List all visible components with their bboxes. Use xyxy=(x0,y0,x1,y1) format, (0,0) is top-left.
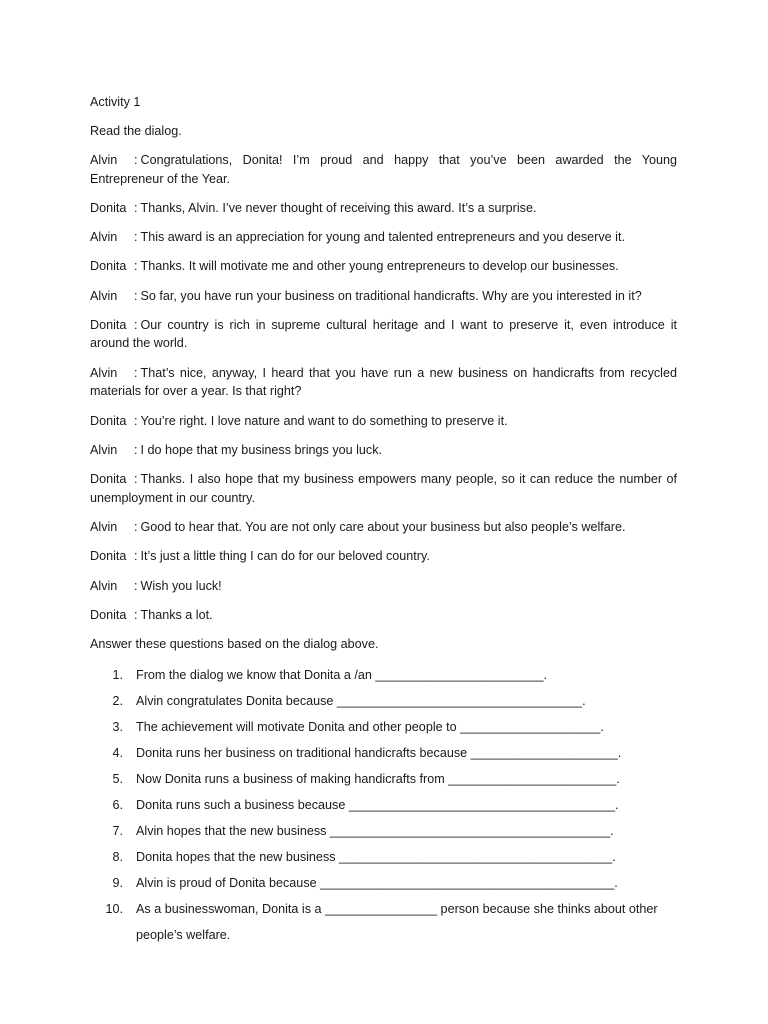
question-text: The achievement will motivate Donita and other people to ____________________. xyxy=(136,720,604,735)
speaker-name: Donita xyxy=(90,549,127,564)
question-text: As a businesswoman, Donita is a ________________ person because she thinks about other people’s welfare. xyxy=(136,902,658,943)
question-number: 3. xyxy=(112,720,123,735)
dialog-text: Congratulations, Donita! I’m proud and happy that you’ve been awarded the Young Entrepreneur of the Year. xyxy=(90,153,677,186)
question-text: Donita runs her business on traditional handicrafts because _____________________. xyxy=(136,746,622,761)
question-text: Alvin congratulates Donita because ___________________________________. xyxy=(136,694,586,709)
speaker-name: Donita xyxy=(90,472,127,487)
question-item xyxy=(90,740,677,766)
question-number: 9. xyxy=(112,876,123,891)
dialog-text: You’re right. I love nature and want to do something to preserve it. xyxy=(140,413,508,428)
question-item xyxy=(90,818,677,844)
dialog-line: Alvin : Wish you luck! xyxy=(90,577,677,596)
dialog-line: Donita : Thanks a lot. xyxy=(90,606,677,625)
dialog-text: Good to hear that. You are not only care about your business but also people’s welfare. xyxy=(140,519,626,534)
question-text: Alvin is proud of Donita because __________________________________________. xyxy=(136,876,618,891)
dialog-line: Alvin : Congratulations, Donita! I’m proud and happy that you’ve been awarded the Young Entrepreneur of the Year. xyxy=(90,153,677,186)
question-number: 10. xyxy=(105,902,123,917)
dialog-line: Donita : Thanks. It will motivate me and other young entrepreneurs to develop our businesses. xyxy=(90,257,677,276)
dialog-line: Alvin : Good to hear that. You are not only care about your business but also people’s welfare. xyxy=(90,518,677,537)
instruction-read: Read the dialog. xyxy=(90,124,182,138)
speaker-name: Donita xyxy=(90,259,127,274)
dialog-text: That’s nice, anyway, I heard that you have run a new business on handicrafts from recycled materials for over a year. Is that right? xyxy=(90,365,677,399)
activity-title: Activity 1 xyxy=(90,95,141,109)
question-item xyxy=(90,766,677,792)
speaker-name: Alvin xyxy=(90,288,118,303)
dialog-text: Thanks, Alvin. I’ve never thought of receiving this award. It’s a surprise. xyxy=(140,200,537,215)
speaker-name: Alvin xyxy=(90,578,118,593)
document-body xyxy=(90,93,677,948)
instruction-answer: Answer these questions based on the dialog above. xyxy=(90,637,379,652)
question-item xyxy=(90,896,677,948)
dialog-text: Thanks. It will motivate me and other young entrepreneurs to develop our businesses. xyxy=(140,259,619,274)
dialog-text: It’s just a little thing I can do for our beloved country. xyxy=(140,549,430,564)
dialog-line: Donita : You’re right. I love nature and want to do something to preserve it. xyxy=(90,412,677,431)
question-text: From the dialog we know that Donita a /an ________________________. xyxy=(136,668,548,683)
dialog-line: Donita : Our country is rich in supreme cultural heritage and I want to preserve it, even introduce it around the world. xyxy=(90,317,677,351)
speaker-name: Donita xyxy=(90,607,127,622)
dialog-line: Alvin : So far, you have run your business on traditional handicrafts. Why are you interested in it? xyxy=(90,287,677,306)
question-number: 1. xyxy=(112,668,123,683)
dialog-line: Alvin : I do hope that my business brings you luck. xyxy=(90,441,677,460)
dialog-text: So far, you have run your business on traditional handicrafts. Why are you interested in it? xyxy=(140,288,642,303)
dialog xyxy=(90,151,677,624)
speaker-name: Alvin xyxy=(90,230,118,245)
dialog-line: Donita : Thanks. I also hope that my business empowers many people, so it can reduce the number of unemployment in our country. xyxy=(90,472,677,505)
question-number: 6. xyxy=(112,798,123,813)
dialog-line: Alvin : This award is an appreciation for young and talented entrepreneurs and you deserve it. xyxy=(90,228,677,247)
question-text: Alvin hopes that the new business ________________________________________. xyxy=(136,824,614,839)
dialog-text: Thanks. I also hope that my business empowers many people, so it can reduce the number of unemployment in our country. xyxy=(90,472,677,505)
dialog-text: Wish you luck! xyxy=(140,578,222,593)
speaker-name: Donita xyxy=(90,200,127,215)
question-item xyxy=(90,688,677,714)
speaker-name: Donita xyxy=(90,413,127,428)
dialog-text: Our country is rich in supreme cultural heritage and I want to preserve it, even introduce it around the world. xyxy=(90,317,677,351)
question-item xyxy=(90,662,677,688)
question-item xyxy=(90,714,677,740)
question-number: 4. xyxy=(112,746,123,761)
question-number: 2. xyxy=(112,694,123,709)
speaker-name: Alvin xyxy=(90,519,118,534)
dialog-text: Thanks a lot. xyxy=(140,607,213,622)
speaker-name: Alvin xyxy=(90,442,118,457)
question-item xyxy=(90,870,677,896)
question-item xyxy=(90,792,677,818)
dialog-text: This award is an appreciation for young and talented entrepreneurs and you deserve it. xyxy=(140,230,625,245)
question-list xyxy=(90,662,677,948)
speaker-name: Alvin xyxy=(90,365,118,380)
speaker-name: Alvin xyxy=(90,153,118,167)
dialog-line: Donita : Thanks, Alvin. I’ve never thought of receiving this award. It’s a surprise. xyxy=(90,199,677,218)
question-item xyxy=(90,844,677,870)
speaker-name: Donita xyxy=(90,317,127,332)
question-text: Donita hopes that the new business _______________________________________. xyxy=(136,850,616,865)
question-number: 5. xyxy=(112,772,123,787)
question-number: 7. xyxy=(112,824,123,839)
dialog-line: Alvin : That’s nice, anyway, I heard that you have run a new business on handicrafts from recycled materials for over a year. Is that right? xyxy=(90,365,677,399)
dialog-text: I do hope that my business brings you luck. xyxy=(140,442,383,457)
question-number: 8. xyxy=(112,850,123,865)
dialog-line: Donita : It’s just a little thing I can do for our beloved country. xyxy=(90,547,677,566)
question-text: Now Donita runs a business of making handicrafts from ________________________. xyxy=(136,772,620,787)
question-text: Donita runs such a business because ______________________________________. xyxy=(136,798,619,813)
